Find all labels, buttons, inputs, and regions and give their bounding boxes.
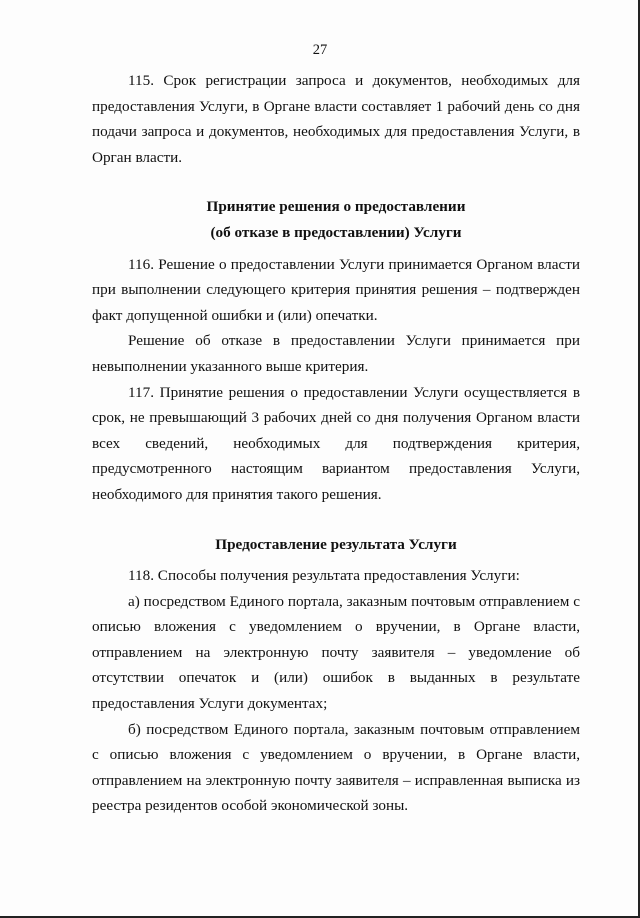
paragraph-118: 118. Способы получения результата предоставления Услуги: bbox=[128, 567, 520, 585]
section-heading-decision-line1: Принятие решения о предоставлении bbox=[206, 198, 466, 216]
page-number: 27 bbox=[312, 42, 328, 58]
paragraph-116-refusal: Решение об отказе в предоставлении Услуги принимается при невыполнении указанного выше критерия. bbox=[92, 332, 580, 375]
paragraph-115: 115. Срок регистрации запроса и документов, необходимых для предоставления Услуги, в Органе власти составляет 1 рабочий день со дня подачи запроса и документов, необходимых для предоставления Услуги, в Орган власти. bbox=[92, 72, 580, 166]
paragraph-116: 116. Решение о предоставлении Услуги принимается Органом власти при выполнении следующего критерия принятия решения – подтвержден факт допущенной ошибки и (или) опечатки. bbox=[92, 255, 580, 324]
paragraph-117: 117. Принятие решения о предоставлении Услуги осуществляется в срок, не превышающий 3 рабочих дней со дня получения Органом власти всех сведений, необходимых для подтверждения критерия, предусмотренного настоящим вариантом предоставления Услуги, необходимого для принятия такого решения. bbox=[92, 383, 580, 503]
section-heading-result: Предоставление результата Услуги bbox=[215, 535, 457, 553]
paragraph-118-b: б) посредством Единого портала, заказным почтовым отправлением с описью вложения с уведомлением о вручении, в Органе власти, отправлением на электронную почту заявителя – исправленная выписка из реестра резидентов особой экономической зоны. bbox=[92, 720, 580, 815]
document-body bbox=[92, 68, 580, 819]
paragraph-118-a: а) посредством Единого портала, заказным почтовым отправлением с описью вложения с уведомлением о вручении, в Органе власти, отправлением на электронную почту заявителя – уведомление об отсутствии опечаток и (или) ошибок в выданных в результате предоставления Услуги документах; bbox=[92, 592, 580, 713]
section-heading-decision-line2: (об отказе в предоставлении) Услуги bbox=[210, 223, 462, 241]
